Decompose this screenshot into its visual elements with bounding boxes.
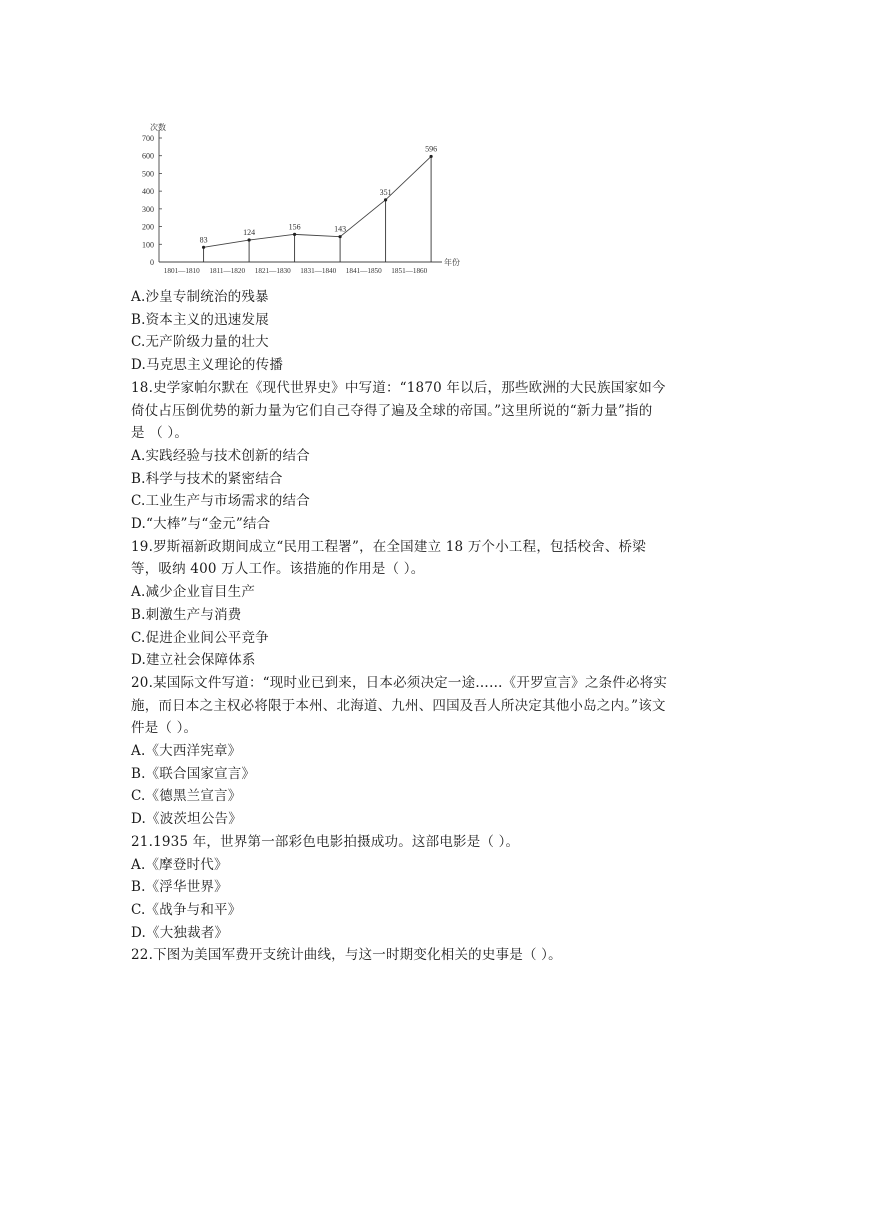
option-line: B.《浮华世界》: [131, 879, 228, 896]
option-line: D.《大独裁者》: [131, 924, 229, 941]
question-18-line: 18.史学家帕尔默在《现代世界史》中写道：“1870 年以后，那些欧洲的大民族国家如今: [131, 379, 666, 396]
option-line: D.建立社会保障体系: [131, 652, 256, 669]
data-point: [293, 233, 296, 236]
option-line: B.资本主义的迅速发展: [131, 311, 269, 328]
data-label: 351: [379, 187, 392, 197]
line-chart: [128, 116, 468, 276]
series-line: [204, 156, 432, 247]
question-22-line: 22.下图为美国军费开支统计曲线，与这一时期变化相关的史事是（ ）。: [131, 947, 562, 964]
data-point: [429, 155, 432, 158]
option-line: A.沙皇专制统治的残暴: [131, 289, 269, 305]
data-point: [384, 198, 387, 201]
question-text: [131, 286, 751, 967]
x-axis-title: 年份: [444, 258, 460, 267]
question-20-line: 20.某国际文件写道：“现时业已到来，日本必须决定一途……《开罗宣言》之条件必将实: [131, 674, 668, 691]
data-label: 143: [334, 224, 347, 234]
data-label: 83: [199, 235, 208, 245]
y-tick-label: 400: [142, 187, 154, 197]
y-tick-label: 500: [142, 169, 154, 179]
option-line: B.刺激生产与消费: [131, 606, 242, 623]
x-tick-label: 1811—1820: [209, 267, 246, 275]
option-line: C.无产阶级力量的壮大: [131, 334, 269, 351]
option-line: C.促进企业间公平竞争: [131, 629, 269, 646]
x-tick-label: 1821—1830: [254, 267, 291, 275]
question-18-line: 倚仗占压倒优势的新力量为它们自己夺得了遍及全球的帝国。”这里所说的“新力量”指的: [131, 402, 653, 419]
y-axis-title: 次数: [150, 123, 166, 132]
x-tick-label: 1851—1860: [391, 267, 428, 275]
option-line: D.马克思主义理论的传播: [131, 357, 284, 374]
question-20-line: 施，而日本之主权必将限于本州、北海道、九州、四国及吾人所决定其他小岛之内。”该文: [131, 697, 666, 714]
option-line: A.减少企业盲目生产: [131, 584, 256, 601]
data-point: [338, 235, 341, 238]
option-line: A.实践经验与技术创新的结合: [131, 447, 310, 464]
y-tick-label: 200: [142, 222, 154, 232]
data-label: 156: [288, 222, 301, 232]
question-21-line: 21.1935 年，世界第一部彩色电影拍摄成功。这部电影是（ ）。: [131, 833, 520, 850]
option-line: B.科学与技术的紧密结合: [131, 470, 283, 487]
question-20-line: 件是（ ）。: [131, 720, 198, 737]
y-tick-label: 700: [142, 134, 154, 143]
option-line: D.“大棒”与“金元”结合: [131, 516, 271, 533]
x-tick-label: 1831—1840: [300, 267, 337, 275]
data-point: [202, 246, 205, 249]
y-tick-label: 600: [142, 151, 154, 161]
x-tick-label: 1801—1810: [163, 267, 200, 275]
question-19-line: 等，吸纳 400 万人工作。该措施的作用是（ ）。: [131, 561, 425, 578]
option-line: D.《波茨坦公告》: [131, 811, 242, 828]
y-tick-label: 100: [142, 240, 154, 250]
question-19-line: 19.罗斯福新政期间成立“民用工程署”，在全国建立 18 万个小工程，包括校舍、桥梁: [131, 538, 646, 555]
y-tick-label: 300: [142, 204, 154, 214]
option-line: B.《联合国家宣言》: [131, 765, 256, 782]
x-tick-label: 1841—1850: [345, 267, 382, 275]
y-tick-label: 0: [150, 258, 154, 267]
option-line: A.《摩登时代》: [131, 856, 228, 873]
data-label: 124: [243, 228, 256, 238]
option-line: A.《大西洋宪章》: [131, 743, 242, 760]
option-line: C.《德黑兰宣言》: [131, 788, 242, 805]
question-18-line: 是 （ ）。: [131, 425, 189, 442]
option-line: C.工业生产与市场需求的结合: [131, 493, 310, 510]
data-label: 596: [425, 144, 438, 154]
data-point: [247, 238, 250, 241]
option-line: C.《战争与和平》: [131, 901, 242, 918]
